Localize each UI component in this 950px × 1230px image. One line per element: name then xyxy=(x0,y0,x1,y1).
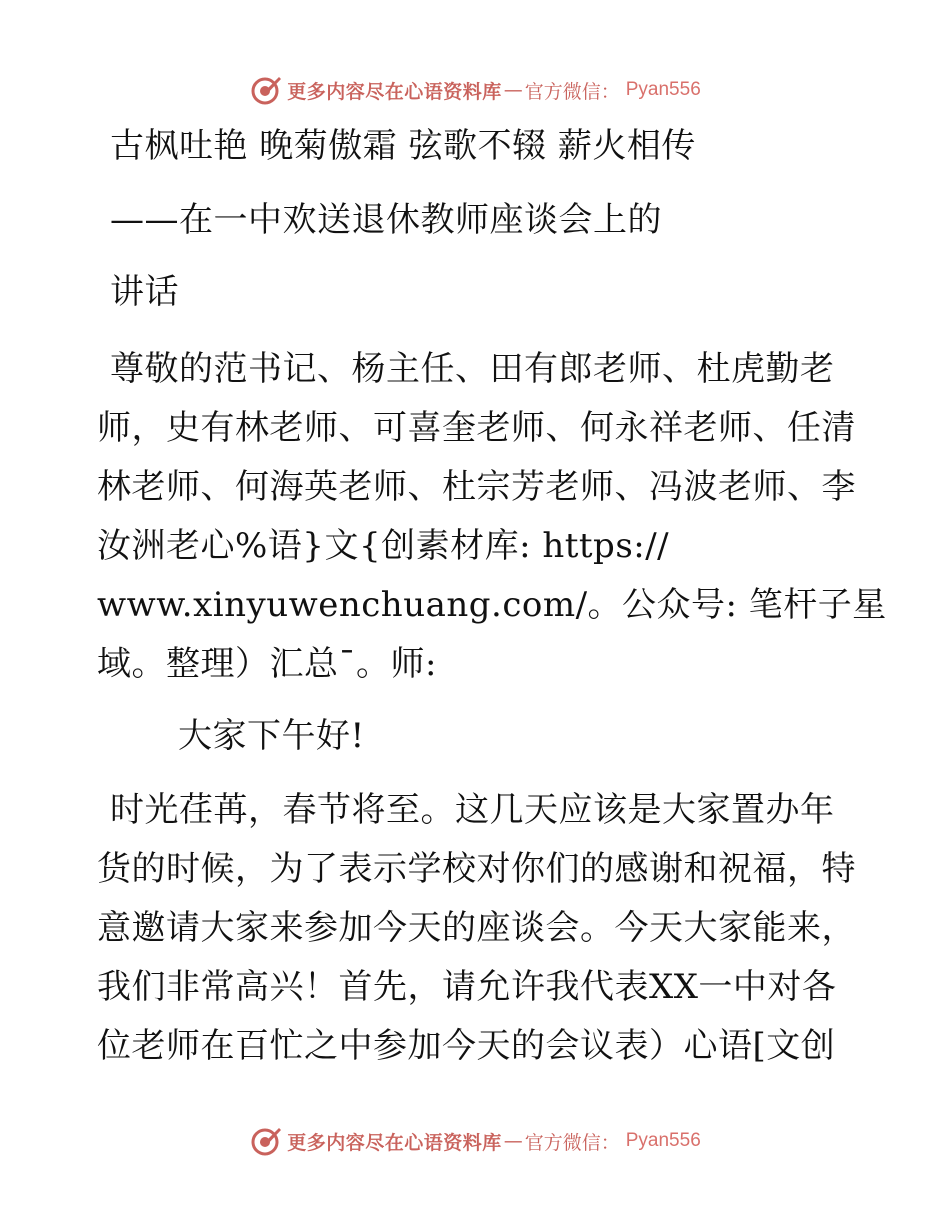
paragraph-1-line-4: 我们非常高兴！首先，请允许我代表XX一中对各 xyxy=(97,967,837,1007)
document-subtitle-line-1: ——在一中欢送退休教师座谈会上的 xyxy=(110,200,662,240)
paragraph-1-line-1: 时光荏苒，春节将至。这几天应该是大家置办年 xyxy=(110,790,835,830)
salutation-line-6: 域。整理）汇总¯。师: xyxy=(97,644,437,684)
watermark-wechat-label: 官方微信： xyxy=(524,1131,620,1154)
watermark-brand-text: 更多内容尽在心语资料库 xyxy=(287,1131,502,1154)
header-watermark-banner xyxy=(0,70,950,110)
watermark-separator: — xyxy=(503,79,523,101)
watermark-brand-text: 更多内容尽在心语资料库 xyxy=(287,80,502,103)
paragraph-1-line-5: 位老师在百忙之中参加今天的会议表）心语[文创 xyxy=(97,1026,836,1066)
salutation-line-3: 林老师、何海英老师、杜宗芳老师、冯波老师、李 xyxy=(97,467,856,507)
salutation-line-5: www.xinyuwenchuang.com/。公众号: 笔杆子星 xyxy=(97,585,887,625)
paragraph-1-line-2: 货的时候，为了表示学校对你们的感谢和祝福，特 xyxy=(97,849,856,889)
paragraph-1-line-3: 意邀请大家来参加今天的座谈会。今天大家能来， xyxy=(97,908,856,948)
watermark-separator: — xyxy=(503,1130,523,1152)
greeting: 大家下午好! xyxy=(178,716,365,756)
watermark-wechat-label: 官方微信： xyxy=(524,80,620,103)
quill-logo-icon xyxy=(249,1124,283,1158)
watermark-wechat-id: Pyan556 xyxy=(625,1130,701,1151)
footer-watermark-banner xyxy=(0,1121,950,1161)
salutation-line-1: 尊敬的范书记、杨主任、田有郎老师、杜虎勤老 xyxy=(110,349,835,389)
salutation-line-2: 师，史有林老师、可喜奎老师、何永祥老师、任清 xyxy=(97,408,856,448)
document-title: 古枫吐艳 晚菊傲霜 弦歌不辍 薪火相传 xyxy=(110,126,696,166)
quill-logo-icon xyxy=(249,73,283,107)
document-subtitle-line-2: 讲话 xyxy=(110,272,179,312)
watermark-wechat-id: Pyan556 xyxy=(625,79,701,100)
salutation-line-4: 汝洲老心%语}文{创素材库: https:// xyxy=(97,526,670,566)
